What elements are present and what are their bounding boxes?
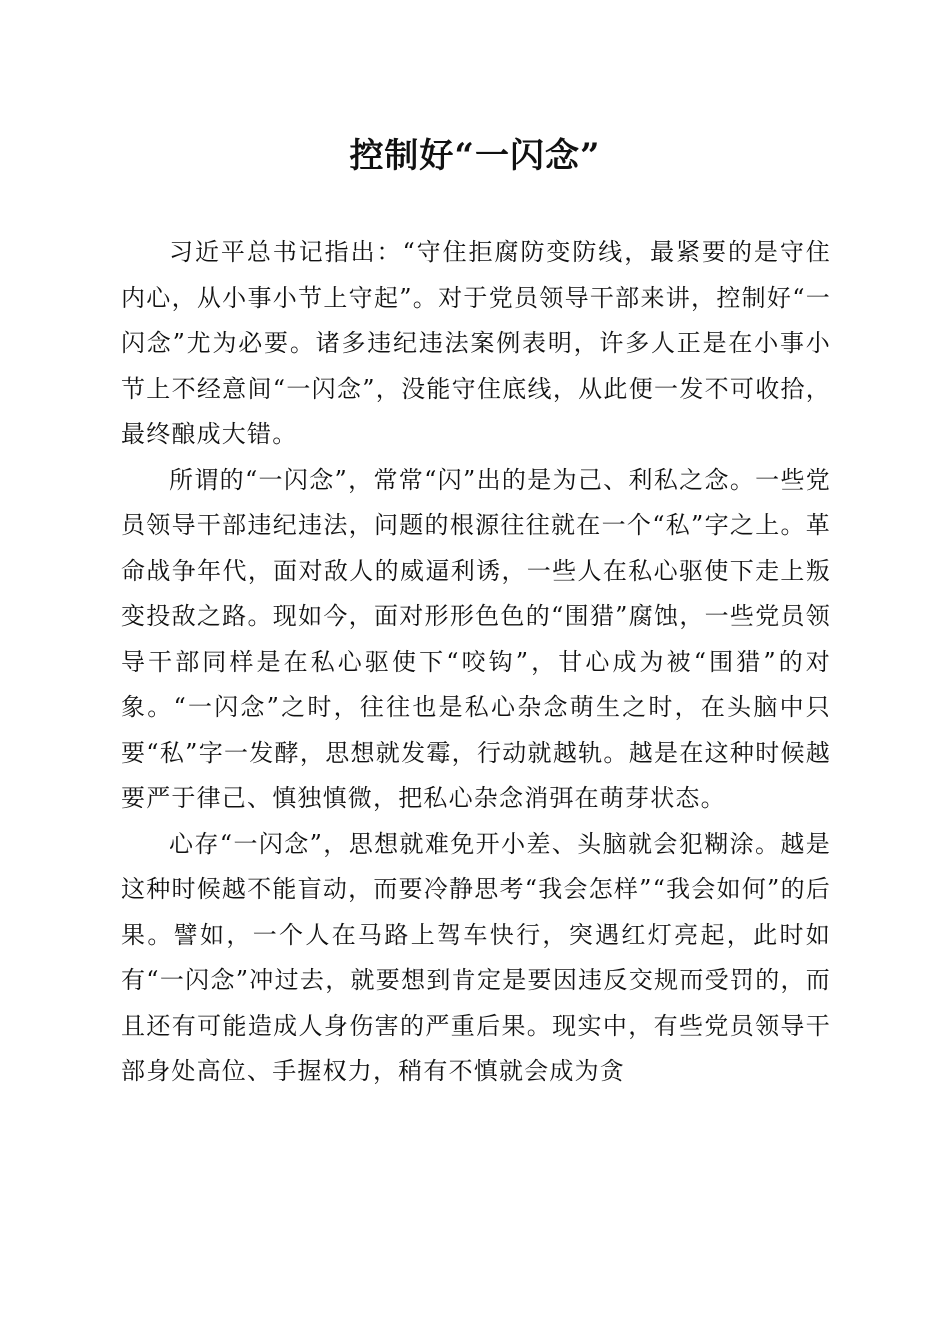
paragraph-1: 习近平总书记指出：“守住拒腐防变防线，最紧要的是守住内心，从小事小节上守起”。对于党员领导干部来讲，控制好“一闪念”尤为必要。诸多违纪违法案例表明，许多人正是在小事小节上不经意间“一闪念”，没能守住底线，从此便一发不可收拾，最终酿成大错。 — [121, 238, 831, 448]
paragraph-3: 心存“一闪念”，思想就难免开小差、头脑就会犯糊涂。越是这种时候越不能盲动，而要冷静思考“我会怎样”“我会如何”的后果。譬如，一个人在马路上驾车快行，突遇红灯亮起，此时如有“一闪念”冲过去，就要想到肯定是要因违反交规而受罚的，而且还有可能造成人身伤害的严重后果。现实中，有些党员领导干部身处高位、手握权力，稍有不慎就会成为贪 — [121, 829, 831, 1085]
document-body — [121, 230, 831, 1095]
document-title: 控制好“一闪念” — [349, 136, 601, 176]
paragraph-2: 所谓的“一闪念”，常常“闪”出的是为己、利私之念。一些党员领导干部违纪违法，问题的根源往往就在一个“私”字之上。革命战争年代，面对敌人的威逼利诱，一些人在私心驱使下走上叛变投敌之路。现如今，面对形形色色的“围猎”腐蚀，一些党员领导干部同样是在私心驱使下“咬钩”，甘心成为被“围猎”的对象。“一闪念”之时，往往也是私心杂念萌生之时，在头脑中只要“私”字一发酵，思想就发霉，行动就越轨。越是在这种时候越要严于律己、慎独慎微，把私心杂念消弭在萌芽状态。 — [121, 465, 831, 812]
